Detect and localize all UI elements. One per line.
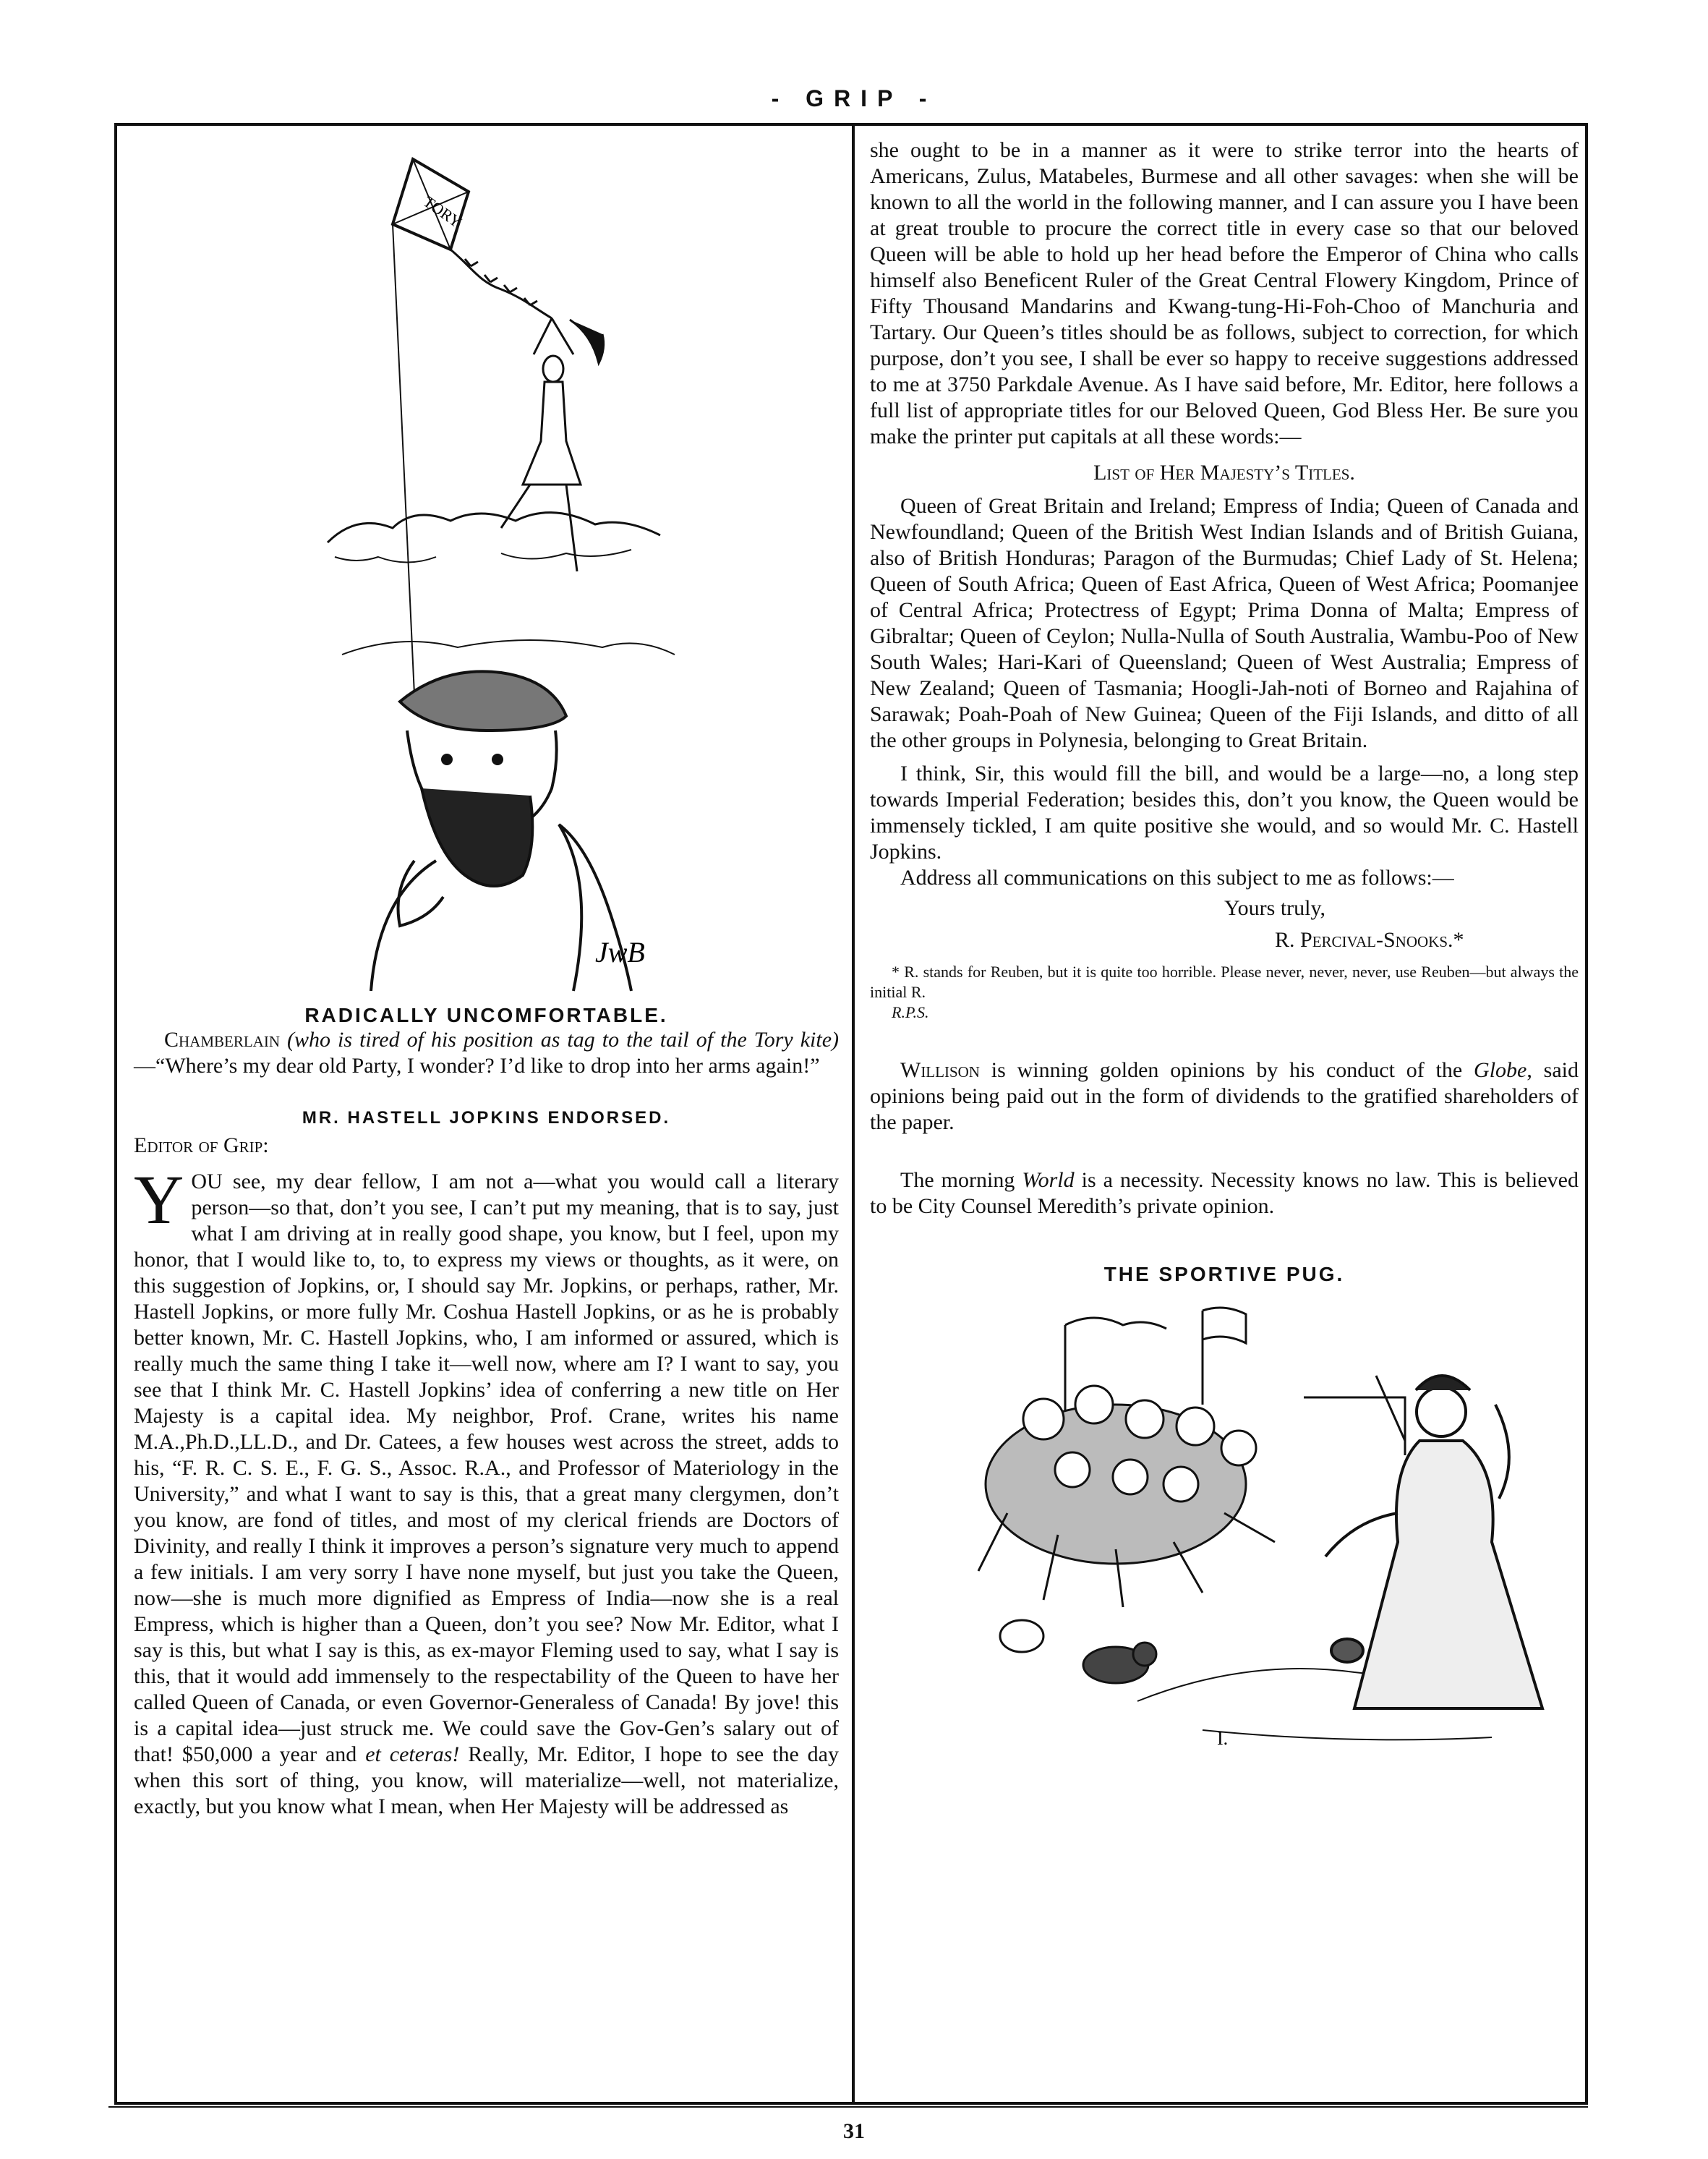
right-column — [870, 137, 1579, 1759]
page-rule — [108, 2106, 1588, 2108]
titles-list-heading: List of Her Majesty’s Titles. — [1093, 461, 1355, 485]
letter-closing: I think, Sir, this would fill the bill, and would be a large—no, a long step towards Imperial Federation; besides this, don’t you know, the Queen would be immensely tickled, I am quite positive she would, and so would Mr. C. Hastell Jopkins. — [870, 762, 1579, 864]
artist-signature: JwB — [594, 936, 645, 968]
drop-cap: Y — [134, 1161, 184, 1238]
world-name: World — [1022, 1168, 1075, 1192]
cartoon-caption-title: RADICALLY UNCOMFORTABLE. — [304, 1004, 668, 1026]
titles-list: Queen of Great Britain and Ireland; Empress of India; Queen of Canada and Newfoundland; Queen of the British West Indian Islands and of British Guiana, also of British Honduras; Paragon of the Burmudas; Chief Lady of St. Helena; Queen of South Africa; Queen of East Africa, Queen of West Africa; Poomanjee of Central Africa; Protectress of Egypt; Prima Donna of Malta; Empress of Gibraltar; Queen of Ceylon; Nulla-Nulla of South Australia, Wambu-Poo of New South Wales; Hari-Kari of Queensland; Queen of West Australia; Empress of New Zealand; Queen of Tasmania; Hoogli-Jah-noti of Borneo and Rajahina of Sarawak; Poah-Poah of New Guinea; Queen of the Fiji Islands, and ditto of all the other groups in Polynesia, belonging to Great Britain. — [870, 494, 1579, 752]
kite-label: TORY — [419, 192, 465, 231]
caption-quote: —“Where’s my dear old Party, I wonder? I’d like to drop into her arms again!” — [134, 1054, 820, 1078]
running-header: - GRIP - — [771, 85, 937, 111]
world-paragraph — [870, 1167, 1579, 1219]
sportive-pug-title: THE SPORTIVE PUG. — [1103, 1263, 1345, 1285]
letter-salutation: Editor of Grip: — [134, 1133, 269, 1157]
page-number: 31 — [843, 2119, 865, 2143]
cartoon-caption — [134, 1027, 839, 1079]
world-text-a: The morning — [900, 1168, 1022, 1192]
letter-address-line: Address all communications on this subject to me as follows:— — [900, 866, 1454, 890]
journal-title: GRIP — [806, 85, 902, 111]
letter-body-end: Really, Mr. Editor, I hope to see the day when this sort of thing, you know, will materialize—well, not materialize, exactly, but you know what I mean, when Her Majesty will be addressed as — [134, 1742, 840, 1818]
football-players — [978, 1386, 1275, 1652]
kite-cartoon — [284, 137, 689, 998]
left-column — [134, 137, 839, 1820]
letter-title: MR. HASTELL JOPKINS ENDORSED. — [302, 1108, 671, 1128]
letter-signature: R. Percival-Snooks.* — [1275, 928, 1464, 952]
sportive-pug-cartoon — [899, 1296, 1550, 1759]
clouds — [328, 513, 660, 542]
globe-name: Globe — [1474, 1058, 1527, 1082]
cartoon-number: I. — [1217, 1728, 1229, 1749]
world-text-b: is a necessity. Necessity knows no law. This is believed to be City Counsel Meredith’s private opinion. — [870, 1168, 1579, 1218]
old-lady — [1325, 1376, 1542, 1708]
footnote: * R. stands for Reuben, but it is quite too horrible. Please never, never, never, use Reuben—but always the initial R. — [870, 963, 1579, 1001]
footnote-signature: R.P.S. — [892, 1003, 929, 1021]
chamberlain-figure — [371, 671, 631, 991]
column-divider — [852, 123, 855, 2105]
letter-body-text: OU see, my dear fellow, I am not a—what you would call a literary person—so that, don’t you see, I can’t put my meaning, that is to say, just what I am driving at in really good shape, you know, but I feel, upon my honor, that I would like to, to, to express my views or thoughts, as it were, on this suggestion of Jopkins, or, I should say Mr. Jopkins, or perhaps, rather, Mr. Hastell Jopkins, or more fully Mr. Coshua Hastell Jopkins, or as he is probably better known, Mr. C. Hastell Jopkins, who, I am informed or assured, which is really much the same thing I take it—well now, where am I? I want to say, you see that I think Mr. C. Hastell Jopkins’ idea of conferring a new title on Her Majesty is a capital idea. My neighbor, Prof. Crane, writes his name M.A.,Ph.D.,LL.D., and Dr. Catees, a few houses west across the street, adds to his, “F. R. C. S. E., F. G. S., Assoc. R.A., and Professor of Materiology in the University,” and what I want to say is this, that a great many clergymen, don’t you know, are fond of titles, and most of my clerical friends are Doctors of Divinity, and really I think it improves a person’s signature very much to append a few initials. I am very sorry I have none myself, but just you take the Queen, now—she is much more dignified as Empress of India—now she is a real Empress, which is higher than a Queen, don’t you see? Now Mr. Editor, what I say is this, but what I say is this, as ex-mayor Fleming used to say, what I say is this, that it would add immensely to the respectability of the Queen to have her called Queen of Canada, or even Governor-Generaless of Canada! By jove! this is a capital idea—just struck me. We could save the Gov-Gen’s salary out of that! $50,000 a year and — [134, 1170, 839, 1766]
caption-speaker: Chamberlain — [164, 1028, 281, 1052]
letter-body — [134, 1161, 840, 1820]
willison-text-a: is winning golden opinions by his conduct of the — [979, 1058, 1474, 1082]
caption-stage-direction: (who is tired of his position as tag to the tail of the Tory kite) — [287, 1028, 839, 1052]
letter-body-italic: et ceteras! — [365, 1742, 460, 1766]
hanging-figure — [501, 318, 604, 571]
willison-paragraph — [870, 1057, 1579, 1136]
willison-lead: Willison — [900, 1058, 980, 1082]
willison-text-b: , said opinions being paid out in the form of dividends to the gratified shareholders of the paper. — [870, 1058, 1579, 1134]
pug — [1083, 1643, 1156, 1683]
letter-continued: she ought to be in a manner as it were to strike terror into the hearts of Americans, Zulus, Matabeles, Burmese and all other savages: when she will be known to all the world in the following manner, and I can assure you I have been at great trouble to procure the correct title in every case so that our beloved Queen will be able to hold up her head before the Emperor of China who calls himself also Beneficent Ruler of the Great Central Flowery Kingdom, Prince of Fifty Thousand Mandarins and Kwang-tung-Hi-Foh-Choo of Manchuria and Tartary. Our Queen’s titles should be as follows, subject to correction, for which purpose, don’t you see, I shall be ever so happy to receive suggestions addressed to me at 3750 Parkdale Avenue. As I have said before, Mr. Editor, here follows a full list of appropriate titles for our Beloved Queen, God Bless Her. Be sure you make the printer put capitals at all these words:— — [870, 138, 1579, 448]
yours-truly: Yours truly, — [1224, 896, 1326, 920]
kite-string — [393, 224, 414, 694]
